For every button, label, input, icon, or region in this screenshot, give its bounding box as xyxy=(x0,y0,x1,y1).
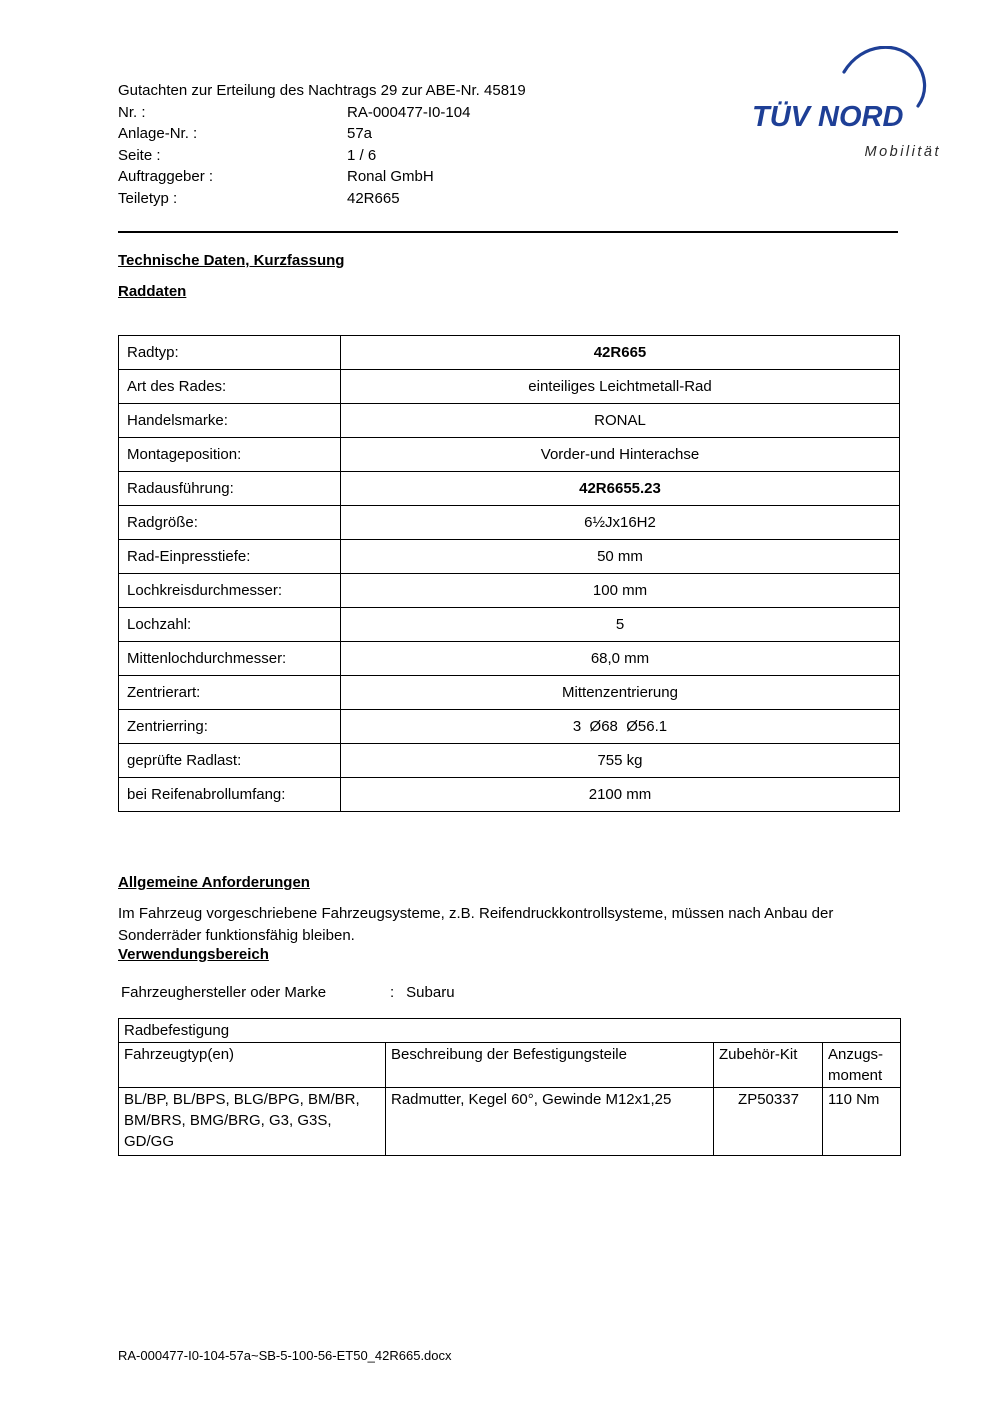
header-field-row xyxy=(118,188,526,210)
field-value: 1 / 6 xyxy=(347,146,377,164)
field-label: Anlage-Nr. : xyxy=(118,125,198,142)
column-header-zubehoer-kit: Zubehör-Kit xyxy=(714,1043,823,1088)
column-header-fahrzeugtyp: Fahrzeugtyp(en) xyxy=(119,1043,386,1088)
row-label: Zentrierring: xyxy=(119,710,341,744)
row-value: 2100 mm xyxy=(341,778,900,812)
table-row xyxy=(119,472,900,506)
row-label: Radausführung: xyxy=(119,472,341,506)
row-value: 3 Ø68 Ø56.1 xyxy=(341,710,900,744)
row-value: 5 xyxy=(341,608,900,642)
table-row xyxy=(119,1088,901,1156)
table-row xyxy=(119,404,900,438)
row-value: RONAL xyxy=(341,404,900,438)
field-label: Teiletyp : xyxy=(118,189,178,207)
header-field-row xyxy=(118,102,526,124)
hersteller-label: Fahrzeughersteller oder Marke xyxy=(121,984,327,1001)
row-label: Handelsmarke: xyxy=(119,404,341,438)
header-field-row xyxy=(118,145,526,167)
table-row xyxy=(119,438,900,472)
table-row xyxy=(119,676,900,710)
tuev-nord-logo xyxy=(748,46,953,171)
table-row xyxy=(119,574,900,608)
section-heading-verwendungsbereich: Verwendungsbereich xyxy=(118,946,269,963)
hersteller-value: Subaru xyxy=(406,984,455,1001)
section-heading-technische-daten: Technische Daten, Kurzfassung xyxy=(118,252,345,269)
table-row xyxy=(119,608,900,642)
section-heading-allgemeine-anforderungen: Allgemeine Anforderungen xyxy=(118,874,310,891)
row-value: 68,0 mm xyxy=(341,642,900,676)
row-value: einteiliges Leichtmetall-Rad xyxy=(341,370,900,404)
table-row xyxy=(119,778,900,812)
row-value: 755 kg xyxy=(341,744,900,778)
row-label: Mittenlochdurchmesser: xyxy=(119,642,341,676)
field-value: RA-000477-I0-104 xyxy=(347,103,471,121)
row-value: 42R6655.23 xyxy=(341,472,900,506)
raddaten-table xyxy=(118,335,900,812)
cell-anzugsmoment: 110 Nm xyxy=(823,1088,901,1156)
table-row xyxy=(119,710,900,744)
row-label: geprüfte Radlast: xyxy=(119,744,341,778)
field-value: 57a xyxy=(347,125,373,142)
hersteller-row xyxy=(121,984,455,1001)
logo-brand-text: TÜV NORD xyxy=(752,101,904,133)
row-value: Vorder-und Hinterachse xyxy=(341,438,900,472)
row-label: Zentrierart: xyxy=(119,676,341,710)
table-row xyxy=(119,642,900,676)
column-header-anzugsmoment: Anzugs-moment xyxy=(823,1043,901,1088)
table-header-row xyxy=(119,1043,901,1088)
row-label: Art des Rades: xyxy=(119,370,341,404)
row-label: Radtyp: xyxy=(119,336,341,370)
field-label: Nr. : xyxy=(118,103,146,121)
field-label: Auftraggeber : xyxy=(118,168,214,185)
row-label: Rad-Einpresstiefe: xyxy=(119,540,341,574)
table-row xyxy=(119,540,900,574)
anforderungen-paragraph: Im Fahrzeug vorgeschriebene Fahrzeugsysteme, z.B. Reifendruckkontrollsysteme, müssen nach Anbau der Sonderräder funktionsfähig bleiben. xyxy=(118,905,834,944)
cell-fahrzeugtyp: BL/BP, BL/BPS, BLG/BPG, BM/BR, BM/BRS, BMG/BRG, G3, G3S, GD/GG xyxy=(119,1088,386,1156)
section-heading-raddaten: Raddaten xyxy=(118,283,187,300)
cell-beschreibung: Radmutter, Kegel 60°, Gewinde M12x1,25 xyxy=(386,1088,714,1156)
header-field-row xyxy=(118,166,526,188)
row-label: Lochzahl: xyxy=(119,608,341,642)
header-divider xyxy=(118,231,898,233)
row-label: bei Reifenabrollumfang: xyxy=(119,778,341,812)
table-row xyxy=(119,370,900,404)
table-title: Radbefestigung xyxy=(119,1019,901,1043)
logo-arc xyxy=(844,47,925,106)
row-value: Mittenzentrierung xyxy=(341,676,900,710)
table-row xyxy=(119,744,900,778)
radbefestigung-table xyxy=(118,1018,901,1156)
row-label: Lochkreisdurchmesser: xyxy=(119,574,341,608)
cell-zubehoer-kit: ZP50337 xyxy=(714,1088,823,1156)
logo-tagline: Mobilität xyxy=(864,144,941,160)
row-value: 100 mm xyxy=(341,574,900,608)
row-value: 50 mm xyxy=(341,540,900,574)
table-row xyxy=(119,506,900,540)
header-field-row xyxy=(118,123,526,145)
field-label: Seite : xyxy=(118,146,161,164)
row-value: 42R665 xyxy=(341,336,900,370)
column-header-beschreibung: Beschreibung der Befestigungsteile xyxy=(386,1043,714,1088)
field-value: 42R665 xyxy=(347,189,400,207)
hersteller-separator: : xyxy=(390,984,395,1001)
row-label: Montageposition: xyxy=(119,438,341,472)
field-value: Ronal GmbH xyxy=(347,168,434,185)
row-label: Radgröße: xyxy=(119,506,341,540)
footer-filename: RA-000477-I0-104-57a~SB-5-100-56-ET50_42R665.docx xyxy=(118,1348,452,1363)
document-title: Gutachten zur Erteilung des Nachtrags 29 zur ABE-Nr. 45819 xyxy=(118,82,526,99)
document-header xyxy=(118,80,526,209)
row-value: 6½Jx16H2 xyxy=(341,506,900,540)
table-row xyxy=(119,336,900,370)
table-title-row xyxy=(119,1019,901,1043)
